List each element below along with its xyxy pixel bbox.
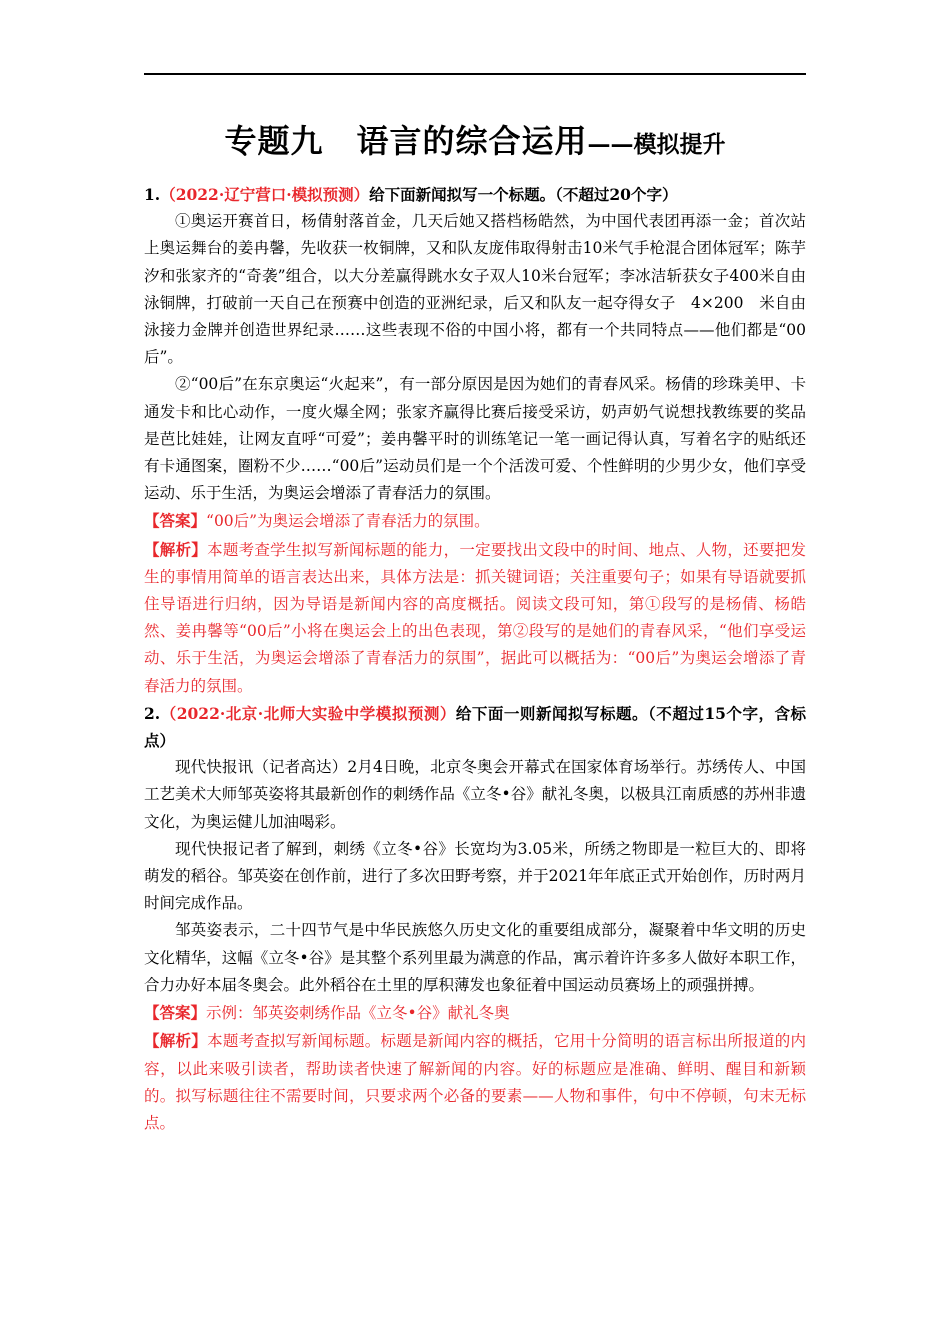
question-2-paragraph-2: 现代快报记者了解到，刺绣《立冬•谷》长宽均为3.05米，所绣之物即是一粒巨大的、即将萌发的稻谷。邹英姿在创作前，进行了多次田野考察，并于2021年年底正式开始创作，历时两月时间完成作品。	[144, 839, 806, 913]
analysis-label: 【解析】	[144, 1031, 208, 1051]
title-main: 专题九 语言的综合运用	[224, 122, 588, 160]
answer-text: 示例：邹英姿刺绣作品《立冬•谷》献礼冬奥	[206, 1004, 510, 1023]
question-2-heading	[144, 700, 806, 754]
question-source: （2022·辽宁营口·模拟预测）	[160, 185, 370, 204]
question-1-heading	[144, 181, 806, 208]
question-prompt: 给下面一则新闻拟写标题。（不超过15个字，含标点）	[144, 703, 806, 751]
question-2-paragraph-3: 邹英姿表示，二十四节气是中华民族悠久历史文化的重要组成部分，凝聚着中华文明的历史文化精华，这幅《立冬•谷》是其整个系列里最为满意的作品，寓示着许许多多人做好本职工作，合力办好本届冬奥会。此外稻谷在土里的厚积薄发也象征着中国运动员赛场上的顽强拼搏。	[144, 921, 806, 994]
question-source: （2022·北京·北师大实验中学模拟预测）	[160, 703, 456, 723]
header-rule	[144, 73, 806, 75]
question-2-analysis	[144, 1027, 806, 1137]
title-sub: ——模拟提升	[587, 131, 726, 158]
question-prompt: 给下面新闻拟写一个标题。（不超过20个字）	[369, 185, 678, 204]
question-1-paragraph-1: ①奥运开赛首日，杨倩射落首金，几天后她又搭档杨皓然，为中国代表团再添一金；首次站上奥运舞台的姜冉馨，先收获一枚铜牌，又和队友庞伟取得射击10米气手枪混合团体冠军；陈芋汐和张家齐的“奇袭”组合，以大分差赢得跳水女子双人10米台冠军；李冰洁斩获女子400米自由泳铜牌，打破前一天自己在预赛中创造的亚洲纪录，后又和队友一起夺得女子 4×200 米自由泳接力金牌并创造世界纪录……这些表现不俗的中国小将，都有一个共同特点——他们都是“00后”。	[144, 212, 806, 367]
question-1-analysis	[144, 536, 806, 700]
answer-text: “00后”为奥运会增添了青春活力的氛围。	[206, 512, 490, 531]
analysis-text: 本题考查拟写新闻标题。标题是新闻内容的概括，它用十分简明的语言标出所报道的内容，以此来吸引读者，帮助读者快速了解新闻的内容。好的标题应是准确、鲜明、醒目和新颖的。拟写标题往往不需要时间，只要求两个必备的要素——人物和事件，句中不停顿，句末无标点。	[144, 1032, 806, 1132]
answer-label: 【答案】	[144, 1003, 207, 1023]
page-title	[0, 116, 950, 162]
answer-label: 【答案】	[144, 511, 207, 531]
question-number: 2.	[144, 703, 161, 723]
analysis-text: 本题考查学生拟写新闻标题的能力，一定要找出文段中的时间、地点、人物，还要把发生的事情用简单的语言表达出来，具体方法是：抓关键词语；关注重要句子；如果有导语就要抓住导语进行归纳，因为导语是新闻内容的高度概括。阅读文段可知，第①段写的是杨倩、杨皓然、姜冉馨等“00后”小将在奥运会上的出色表现，第②段写的是她们的青春风采，“他们享受运动、乐于生活，为奥运会增添了青春活力的氛围”，据此可以概括为：“00后”为奥运会增添了青春活力的氛围。	[144, 540, 806, 695]
question-1-paragraph-2: ②“00后”在东京奥运“火起来”，有一部分原因是因为她们的青春风采。杨倩的珍珠美甲、卡通发卡和比心动作，一度火爆全网；张家齐赢得比赛后接受采访，奶声奶气说想找教练要的奖品是芭比娃娃，让网友直呼“可爱”；姜冉馨平时的训练笔记一笔一画记得认真，写着名字的贴纸还有卡通图案，圈粉不少……“00后”运动员们是一个个活泼可爱、个性鲜明的少男少女，他们享受运动、乐于生活，为奥运会增添了青春活力的氛围。	[144, 375, 806, 503]
question-1-answer	[144, 507, 806, 535]
question-2-paragraph-1: 现代快报讯（记者高达）2月4日晚，北京冬奥会开幕式在国家体育场举行。苏绣传人、中国工艺美术大师邹英姿将其最新创作的刺绣作品《立冬•谷》献礼冬奥，以极具江南质感的苏州非遗文化，为奥运健儿加油喝彩。	[144, 758, 806, 831]
question-2-answer	[144, 999, 806, 1027]
analysis-label: 【解析】	[144, 539, 208, 559]
question-number: 1.	[144, 185, 161, 204]
document-body	[144, 181, 806, 1137]
